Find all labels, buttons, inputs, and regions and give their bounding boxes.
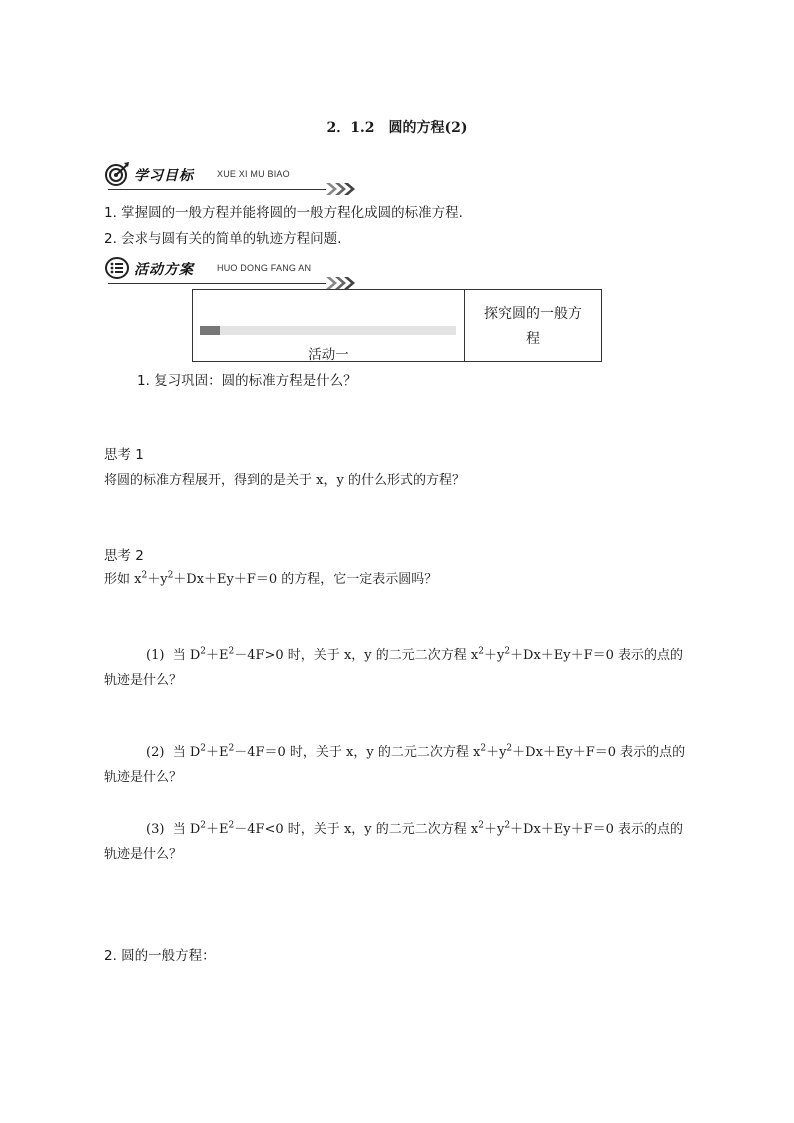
review-question: 1. 复习巩固：圆的标准方程是什么？ <box>137 373 357 389</box>
chevrons-icon <box>326 277 356 289</box>
plan-label: 活动方案 <box>134 262 194 278</box>
goals-banner <box>104 160 356 190</box>
goals-pinyin: XUE XI MU BIAO <box>217 169 290 179</box>
plan-banner <box>104 254 356 284</box>
general-equation-prompt: 2. 圆的一般方程： <box>104 948 216 964</box>
think2-text: 形如 $x^2+y^2+Dx+Ey+F=0$ 的方程，它一定表示圆吗？ <box>104 570 438 587</box>
activity-name: 活动一 <box>308 347 349 363</box>
goals-rule <box>108 189 326 190</box>
goals-label: 学习目标 <box>134 168 194 184</box>
goal-item: 2. 会求与圆有关的简单的轨迹方程问题. <box>104 231 342 247</box>
activity-progress-fill <box>200 326 220 335</box>
activity-topic <box>465 302 601 352</box>
page-title: 2．1.2 圆的方程(2) <box>326 120 468 136</box>
case-item: (1) 当 $D^2+E^2-4F>0$ 时，关于 x，y 的二元二次方程 $x^2+y^2+Dx+Ey+F=0$ 表示的点的 轨迹是什么？ <box>104 646 684 688</box>
activity-topic-line: 程 <box>526 331 540 347</box>
activity-cell <box>193 290 465 361</box>
think2-heading: 思考 2 <box>104 548 144 564</box>
list-icon <box>104 256 130 280</box>
case-item: (3) 当 $D^2+E^2-4F<0$ 时，关于 x，y 的二元二次方程 $x^2+y^2+Dx+Ey+F=0$ 表示的点的 轨迹是什么？ <box>104 820 684 862</box>
activity-progress-bar <box>200 326 456 335</box>
think1-heading: 思考 1 <box>104 447 144 463</box>
chevrons-icon <box>326 183 356 195</box>
plan-pinyin: HUO DONG FANG AN <box>217 263 312 273</box>
target-icon <box>104 162 130 186</box>
activity-topic-line: 探究圆的一般方 <box>484 306 582 322</box>
goal-item: 1. 掌握圆的一般方程并能将圆的一般方程化成圆的标准方程. <box>104 205 463 221</box>
case-item: (2) 当 $D^2+E^2-4F=0$ 时，关于 x，y 的二元二次方程 $x^2+y^2+Dx+Ey+F=0$ 表示的点的 轨迹是什么？ <box>104 743 686 785</box>
activity-table <box>192 289 602 362</box>
plan-rule <box>108 283 326 284</box>
think1-text: 将圆的标准方程展开，得到的是关于 x，y 的什么形式的方程？ <box>104 473 465 488</box>
